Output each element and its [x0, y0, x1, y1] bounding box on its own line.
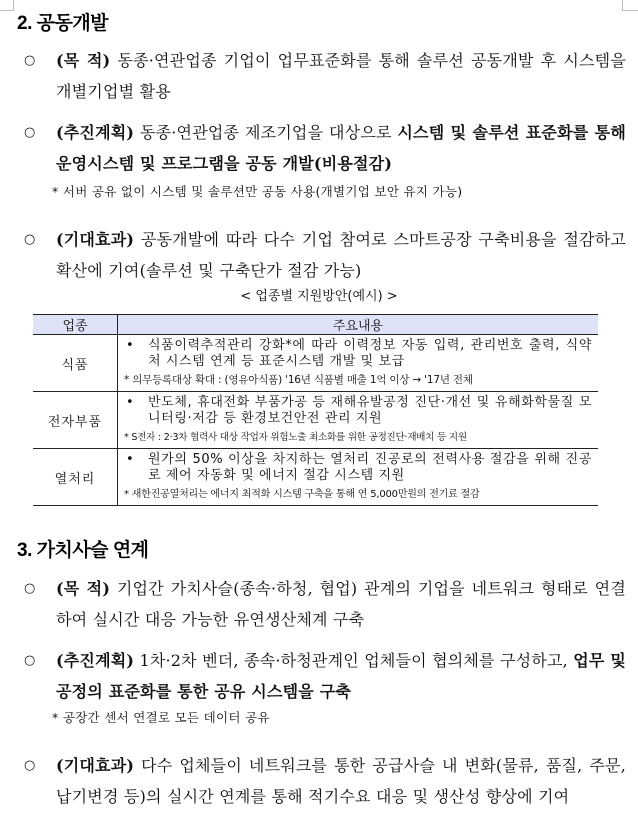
circle-bullet-icon: ○ — [24, 758, 36, 773]
item-note: * 공장간 센서 연결로 모든 데이터 공유 — [52, 710, 270, 725]
item-plan — [20, 117, 626, 179]
item-text: 동종·연관업종 기업이 업무표준화를 통해 솔루션 공동개발 후 시스템을 개별기업별 활용 — [56, 51, 626, 101]
item-label: (기대효과) — [56, 756, 135, 775]
item-note: * 서버 공유 없이 시스템 및 솔루션만 공동 사용(개별기업 보안 유지 가능) — [52, 184, 463, 199]
crop-mark-top-left — [0, 0, 14, 11]
item-label: (목 적) — [56, 51, 111, 70]
content-text: 반도체, 휴대전화 부품가공 등 재해유발공정 진단·개선 및 유해화학물질 모니터링·저감 등 환경보건안전 관리 지원 — [148, 395, 592, 426]
item-label: (추진계획) — [56, 123, 135, 142]
circle-bullet-icon: ○ — [24, 232, 36, 247]
table-row — [33, 392, 598, 449]
item-label: (기대효과) — [56, 230, 135, 249]
item-text: 다수 업체들이 네트워크를 통한 공급사슬 내 변화(물류, 품질, 주문, 납기변경 등)의 실시간 연계를 통해 적기수요 대응 및 생산성 향상에 기여 — [56, 756, 626, 806]
item-text: 1차·2차 벤더, 종속·하청관계인 업체들이 협의체를 구성하고, — [134, 651, 574, 670]
content-note: * 새한진공열처리는 에너지 최적화 시스템 구축을 통해 연 5,000만원의 전기료 절감 — [124, 489, 480, 500]
item-emphasis: 업무 및 공정의 표준화를 통한 공유 시스템을 구축 — [56, 651, 626, 701]
content-note: * S전자 : 2·3차 협력사 대상 작업자 위험노출 최소화를 위한 공정진단·재배치 등 지원 — [124, 432, 467, 443]
item-text: 기업간 가치사슬(종속·하청, 협업) 관계의 기업을 네트워크 형태로 연결하여 실시간 대응 가능한 유연생산체계 구축 — [56, 579, 626, 629]
circle-bullet-icon: ○ — [24, 581, 36, 596]
bullet-dot-icon: • — [126, 338, 134, 353]
item-text: 동종·연관업종 제조기업을 대상으로 — [134, 123, 398, 142]
item-effect — [20, 750, 626, 812]
industry-cell: 전자부품 — [33, 392, 118, 449]
circle-bullet-icon: ○ — [24, 653, 36, 668]
table-row — [33, 449, 598, 506]
item-label: (추진계획) — [56, 651, 135, 670]
section-title-joint-development: 2. 공동개발 — [17, 13, 109, 34]
column-header-industry: 업종 — [33, 315, 118, 335]
industry-support-table — [33, 314, 598, 506]
item-purpose — [20, 45, 626, 107]
content-cell — [118, 392, 599, 449]
column-header-content: 주요내용 — [118, 315, 599, 335]
crop-mark-top-right — [622, 0, 638, 11]
table-row — [33, 335, 598, 392]
item-plan — [20, 645, 626, 707]
industry-cell: 식품 — [33, 335, 118, 392]
item-emphasis: 시스템 및 솔루션 표준화를 통해 운영시스템 및 프로그램을 공동 개발(비용절감) — [56, 123, 626, 173]
table-caption: < 업종별 지원방안(예시) > — [240, 289, 398, 304]
bullet-dot-icon: • — [126, 452, 134, 467]
content-cell — [118, 449, 599, 506]
content-text: 원가의 50% 이상을 차지하는 열처리 진공로의 전력사용 절감을 위해 진공로 제어 자동화 및 에너지 절감 시스템 지원 — [148, 452, 592, 483]
industry-cell: 열처리 — [33, 449, 118, 506]
circle-bullet-icon: ○ — [24, 53, 36, 68]
bullet-dot-icon: • — [126, 395, 134, 410]
circle-bullet-icon: ○ — [24, 125, 36, 140]
item-label: (목 적) — [56, 579, 111, 598]
table-header-row — [33, 315, 598, 335]
content-text: 식품이력추적관리 강화*에 따라 이력정보 자동 입력, 관리번호 출력, 식약처 시스템 연계 등 표준시스템 개발 및 보급 — [148, 338, 592, 369]
item-purpose — [20, 573, 626, 635]
item-text: 공동개발에 따라 다수 기업 참여로 스마트공장 구축비용을 절감하고 확산에 기여(솔루션 및 구축단가 절감 가능) — [56, 230, 626, 280]
content-note: * 의무등록대상 확대 : (영유아식품) '16년 식품별 매출 1억 이상 → '17년 전체 — [124, 374, 473, 386]
section-title-value-chain: 3. 가치사슬 연계 — [17, 540, 149, 561]
content-cell — [118, 335, 599, 392]
item-effect — [20, 224, 626, 286]
